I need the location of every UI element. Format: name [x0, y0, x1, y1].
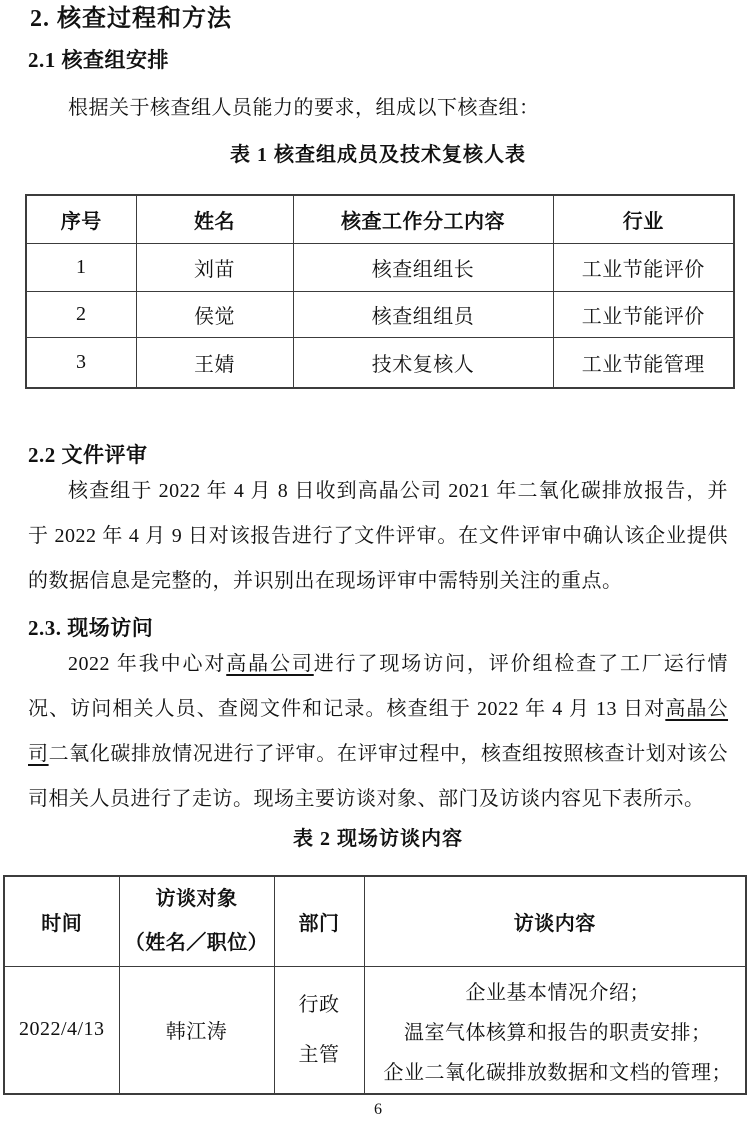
department-line1: 行政 [298, 993, 340, 1016]
paragraph-2-3 [28, 642, 728, 822]
table1-cell-name: 侯觉 [136, 291, 293, 337]
table1-cell-role: 核查组组员 [293, 291, 553, 337]
table1-header-index: 序号 [26, 195, 136, 243]
interview-content-line: 企业二氧化碳排放数据和文档的管理； [383, 1061, 732, 1084]
interview-content-line: 温室气体核算和报告的职责安排； [404, 1021, 712, 1044]
underlined-company-name: 高晶公司 [28, 698, 729, 765]
table1-cell-role: 技术复核人 [293, 337, 553, 388]
table2-header-interviewee [119, 876, 274, 966]
paragraph-segment: 进行了现场访问，评价组检查了工厂运行情况、访问相关人员、查阅文件和记录。核查组于 2022 年 4 月 13 日对 [28, 653, 728, 720]
table2-cell-department [274, 966, 364, 1094]
table1-cell-index: 2 [26, 291, 136, 337]
table1-header-industry: 行业 [553, 195, 734, 243]
underlined-company-name: 高晶公司 [226, 653, 314, 675]
table1-cell-industry: 工业节能管理 [553, 337, 734, 388]
table2-header-interviewee-line2: （姓名／职位） [124, 932, 269, 955]
section-heading-2-1: 2.1 核查组安排 [28, 48, 169, 72]
table2-caption: 表 2 现场访谈内容 [293, 828, 463, 850]
section-heading-2: 2. 核查过程和方法 [30, 6, 232, 32]
table2-header-time: 时间 [4, 876, 119, 966]
table1-cell-role: 核查组组长 [293, 243, 553, 291]
table-row [26, 337, 734, 388]
table1-cell-index: 1 [26, 243, 136, 291]
section-heading-2-2: 2.2 文件评审 [28, 443, 148, 467]
table-row [26, 243, 734, 291]
paragraph-segment: 2022 年我中心对 [68, 653, 227, 675]
table-row [26, 291, 734, 337]
table1-caption: 表 1 核查组成员及技术复核人表 [230, 144, 526, 166]
table2-cell-content [364, 966, 746, 1094]
table2-header-department: 部门 [274, 876, 364, 966]
table2-header-content: 访谈内容 [364, 876, 746, 966]
table1-cell-name: 刘苗 [136, 243, 293, 291]
table1-verification-team [25, 194, 735, 389]
table2-cell-time: 2022/4/13 [4, 966, 119, 1094]
page-number: 6 [374, 1101, 382, 1118]
table1-header-row [26, 195, 734, 243]
department-line2: 主管 [298, 1043, 340, 1066]
table1-header-name: 姓名 [136, 195, 293, 243]
table1-cell-industry: 工业节能评价 [553, 291, 734, 337]
table1-cell-index: 3 [26, 337, 136, 388]
table1-cell-name: 王婧 [136, 337, 293, 388]
interview-content-line: 企业基本情况介绍； [465, 981, 650, 1004]
table2-cell-interviewee: 韩江涛 [119, 966, 274, 1094]
paragraph-segment: 二氧化碳排放情况进行了评审。在评审过程中，核查组按照核查计划对该公司相关人员进行了走访。现场主要访谈对象、部门及访谈内容见下表所示。 [28, 743, 729, 810]
paragraph-2-2: 核查组于 2022 年 4 月 8 日收到高晶公司 2021 年二氧化碳排放报告，并于 2022 年 4 月 9 日对该报告进行了文件评审。在文件评审中确认该企业提供的数据信息是完整的，并识别出在现场评审中需特别关注的重点。 [28, 480, 728, 592]
paragraph-2-1: 根据关于核查组人员能力的要求，组成以下核查组： [68, 97, 540, 119]
table-row [4, 966, 746, 1094]
section-heading-2-3: 2.3. 现场访问 [28, 616, 154, 640]
table2-interview-content [3, 875, 747, 1095]
table2-header-row [4, 876, 746, 966]
table1-header-role: 核查工作分工内容 [293, 195, 553, 243]
table1-cell-industry: 工业节能评价 [553, 243, 734, 291]
table2-header-interviewee-line1: 访谈对象 [155, 888, 238, 911]
